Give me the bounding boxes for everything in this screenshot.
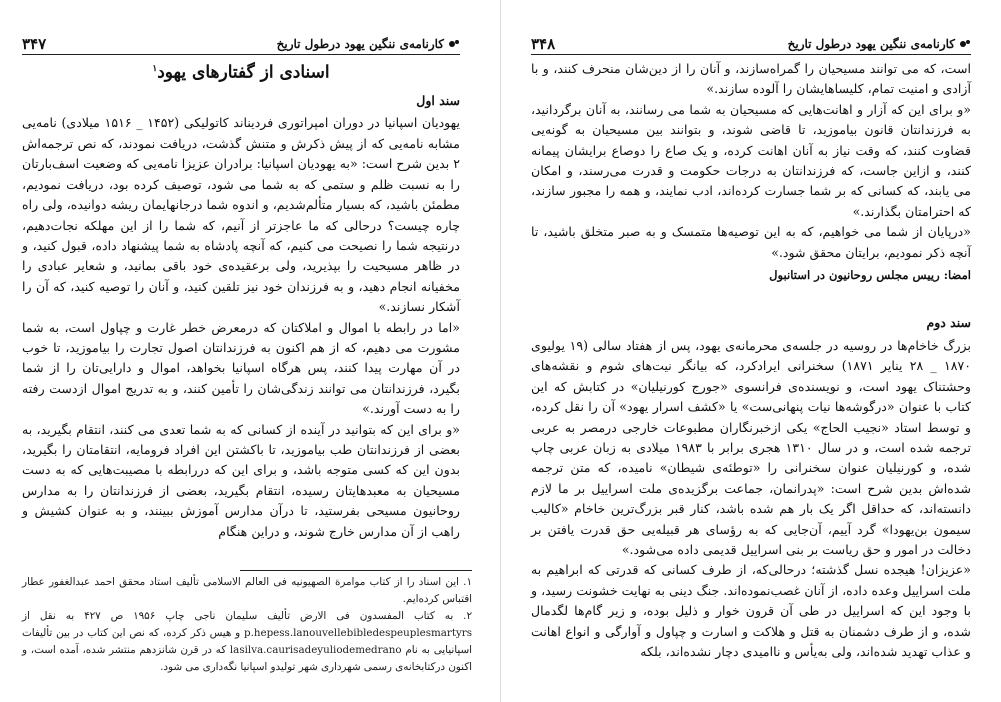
paragraph: «اما در رابطه با اموال و املاکتان که درمعرض خطر غارت و چپاول است، به شما مشورت می دهیم، که از هم اکنون به فرزندانتان اصول تجارت را بیاموزید، تا خوب در آن مهارت پیدا کنند، پس هرگاه اسپانیا بخواهد، اموال و دارایی‌تان را از شما بگیرد، فرزندانتان می توانند زندگی‌شان را تأمین کنند، و به تدریج اموال ازدست رفته را به دست آورند.» bbox=[22, 319, 460, 417]
paragraph: «و برای این که بتوانید در آینده از کسانی که به شما تعدی می کنند، انتقام بگیرید، به بعضی از فرزندانتان طب بیاموزید، تا باکشتن این افراد فرومایه، انتقامتان را بگیرید، بدون این که کسی متوجه باشد، و برای این که دررابطه با مصیبت‌هایی که به دست مسیحیان به معبدهایتان رسیده، انتقام بگیرید، بعضی از فرزندانتان را به مدارس روحانیون مسیحی بفرستید، تا درآن مدارس آموزش ببینند، و به عنوان کشیش و راهب از آن مدارس خارج شوند، و دراین هنگام bbox=[22, 421, 460, 539]
right-page bbox=[500, 0, 1001, 702]
right-running-header bbox=[531, 34, 971, 55]
page-number: ۳۴۸ bbox=[531, 35, 556, 53]
signature: امضا: رییس مجلس روحانیون در استانبول bbox=[769, 268, 971, 283]
footnote-rule bbox=[240, 570, 472, 571]
running-title: کارنامه‌ی ننگین یهود درطول تاریخ bbox=[787, 37, 955, 51]
paragraph: «عزیزان! هیجده نسل گذشته؛ درحالی‌که، از طرف کسانی که قدرتی که ابراهیم به ملت اسراییل وعده داده، از آنان غصب‌نموده‌اند. جنگ دینی به نهایت خشونت رسید، و با وجود این که اسراییل در طی آن قرون خوار و ذلیل بوده، و زیر گام‌ها لگدمال شده، و از طرف دشمنان به قتل و هلاکت و اسارت و چپاول و آوارگی و انواع اهانت و عذاب تهدید شده‌اند، ولی به‌یأس و ناامیدی دچار نشده‌اند، بلکه bbox=[531, 562, 971, 659]
section-heading: سند دوم bbox=[926, 315, 971, 331]
paragraph: یهودیان اسپانیا در دوران امپراتوری فردیناند کاتولیکی (۱۴۵۲ _ ۱۵۱۶ میلادی) نامه‌یی مشابه نامه‌یی که از پیش ذکرش و متنش گذشت، دریافت نمودند، که نص ترجمه‌اش ۲ بدین شرح است: «به یهودیان اسپانیا: برادران عزیزا نامه‌یی که وضعیت اسف‌بارتان را به نسبت ظلم و ستمی که به شما می شود، توصیف کرده بود، دریافت نمودیم، مطمئن باشید، که بسیار متألم‌شدیم، و اندوه شما درجانهایمان ریشه دوانیده، ولی راه چاره چیست؟ درحالی که ما عاجزتر از آنیم، که شما را از این مهلکه نجات‌دهیم، درنتیجه شما را نصیحت می کنیم، که آنچه پادشاه به شما پیشنهاد داده، قبول کنید، و در ظاهر مسیحیت را بپذیرید، ولی برعقیده‌ی خود باقی بمانید، و شعایر عبادی را مخفیانه انجام دهید، و به فرزندان خود نیز تلقین کنید، و آنان را توصیه کنید، که آن را آشکار نسازند.» bbox=[22, 115, 460, 315]
footnote: ۲. به کتاب المفسدون فی الارض تألیف سلیمان ناجی چاپ ۱۹۵۶ ص ۴۲۷ به نقل از p.hepess.lanouvellebibledespeuplesmartyrs و هیس ذکر کرده، که نص این کتاب در بین تألیفات اسپانیایی به نام lasilva.caurisadeyuliodemedrano که در قرن شانزدهم منتشر شده، آمده است، و اکنون درکتابخانه‌ی رسمی شهرداری شهر تولیدو اسپانیا نگه‌داری می شود. bbox=[22, 610, 472, 673]
paragraph: بزرگ خاخام‌ها در روسیه در جلسه‌ی محرمانه‌ی یهود، پس از هفتاد سالی (۱۹ یولیوی ۱۸۷۰ _ ۲۸ ینایر ۱۸۷۱) سخنرانی ایرادکرد، که بیانگر نیت‌های شوم و نقشه‌های وحشتناک یهود است، و نویسنده‌ی فرانسوی «جورج کورنیلیان» در کتابش که این کتاب با عنوان «درگوشه‌ها نیات پنهانی‌ست» یا «کشف اسرار یهود» آن را نقل کرده، و توسط استاد «نجیب الحاج» یکی ازخبرنگاران مطبوعات خارجی درمصر به عربی ترجمه شده است، و در سال ۱۳۱۰ هجری برابر با ۱۹۸۳ میلادی به زبان عربی چاپ شده، و کورنیلیان عنوان سخنرانی را «توطئه‌ی شیطان» نامیده، که متن ترجمه شده‌اش بدین شرح است: «پدرانمان، جماعت برگزیده‌ی ملت اسراییل بر ما لازم دانسته‌اند، که حداقل اگر یک بار هم شده باشد، کنار قبر بزرگ‌ترین خاخام «کالیب سیمون بن‌یهودا» گرد آییم، آن‌جایی که به رؤسای هر قبیله‌یی حق قدرت یافتن بر دخالت در امور و حق ریاست بر بنی اسراییل قدیمی داده می‌شود.» bbox=[531, 337, 972, 557]
title-note-ref: ۱ bbox=[152, 64, 158, 74]
paragraph: «درپایان از شما می خواهیم، که به این توصیه‌ها متمسک و به صبر متخلق باشید، تا آنچه ذکر نمودیم، برایتان محقق شود.» bbox=[531, 224, 971, 260]
footnotes bbox=[22, 574, 472, 676]
running-title: کارنامه‌ی ننگین یهود درطول تاریخ bbox=[276, 37, 444, 51]
chapter-title: اسنادی از گفتارهای یهود$^۱$ bbox=[152, 62, 330, 83]
ornament-icon bbox=[448, 38, 460, 50]
footnote: ۱. این اسناد را از کتاب موامرة الصهیونیه فی العالم الاسلامی تألیف استاد محقق احمد عبدالغفور عطار اقتباس کرده‌ایم. bbox=[22, 576, 472, 605]
left-body bbox=[22, 59, 460, 542]
page-number: ۳۴۷ bbox=[22, 35, 47, 53]
ornament-icon bbox=[959, 38, 971, 50]
paragraph: «و برای این که آزار و اهانت‌هایی که مسیحیان به شما می رسانند، به آنان برگردانید، به فرزندانتان قانون بیاموزید، تا قاضی شوند، و بتوانند بین مسیحیان به گونه‌یی قضاوت کنند، که وقت نیاز به آنان اهانت کرده، و یک صاع را دوصاع برایشان پیمانه کنند، و ازاین جاست، که فرزندانتان به درجات حکومت و قدرت می‌رسند، و امکان می یابند، که کسانی که بر شما جسارت کرده‌اند، ادب نمایند، و همه را مجبور سازند، که احترامتان بگذارند.» bbox=[531, 101, 971, 219]
left-page bbox=[0, 0, 494, 702]
right-body bbox=[531, 59, 971, 662]
paragraph: است، که می توانند مسیحیان را گمراه‌سازند، و آنان را از دین‌شان منحرف کنند، و با آزادی و امنیت تمام، کلیساهایشان را آلوده سازند.» bbox=[531, 61, 971, 97]
left-running-header bbox=[22, 34, 460, 55]
section-heading: سند اول bbox=[416, 93, 460, 109]
